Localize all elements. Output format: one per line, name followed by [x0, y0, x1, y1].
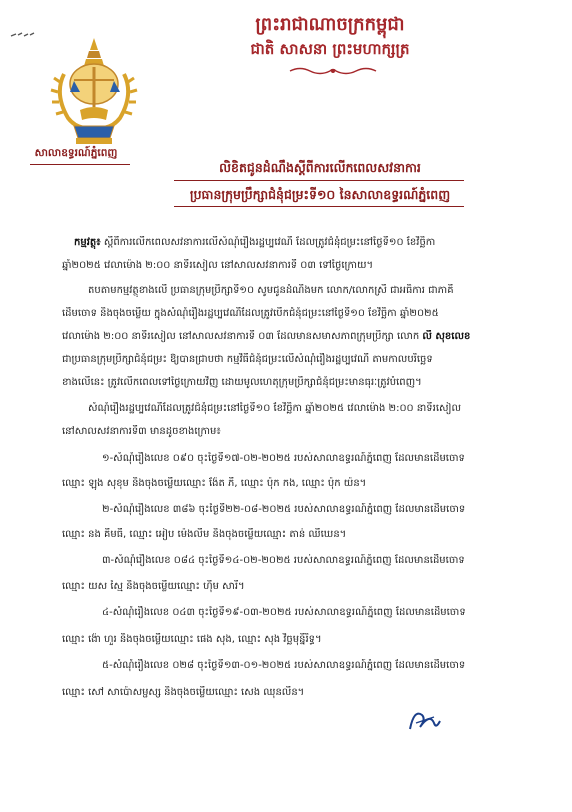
signature-icon [404, 705, 444, 735]
case-5-line-1: ៥-សំណុំរឿងលេខ ០២៨ ចុះថ្ងៃទី១៣-០១-២០២៥ របស់សាលាឧទ្ធរណ៍ភ្នំពេញ ដែលមានដើមចោទ [102, 660, 466, 671]
case-3-line-2: ឈ្មោះ យស ស្មៃ និងចុងចម្លើយឈ្មោះ ហ៊ឹម សារី។ [62, 581, 245, 592]
court-name: សាលាឧទ្ធរណ៍ភ្នំពេញ [34, 147, 118, 159]
case-4-line-2: ឈ្មោះ ង៉ោ ហួរ និងចុងចម្លើយឈ្មោះ ផេង សុង, ឈ្មោះ សុង វិច្ឆមុន្នីរិទ្ធ។ [62, 634, 322, 645]
paragraph-2-line-2: នៅសាលសវនាការទី៣ មានដូចខាងក្រោម៖ [62, 426, 221, 437]
document-subtitle: ប្រធានក្រុមប្រឹក្សាជំនុំជម្រះទី១០ នៃសាលាឧទ្ធរណ៍ភ្នំពេញ [189, 187, 451, 202]
paragraph-1-line-3-text: វេលាម៉ោង ២:០០ នាទីរសៀល នៅសាលសវនាការទី ០៣ ដែលមានសមាសភាពក្រុមប្រឹក្សា លោក [62, 331, 420, 342]
paragraph-1-line-1: តបតាមកម្មវត្ថុខាងលើ ប្រធានក្រុមប្រឹក្សាទី១០ សូមជូនដំណឹងមក លោក/លោកស្រី ជាអធិការ ជាភាគី [88, 285, 454, 296]
national-motto: ជាតិ សាសនា ព្រះមហាក្សត្រ [250, 40, 410, 58]
subtitle-underline [174, 206, 464, 207]
paragraph-1-line-2: ដើមចោទ និងចុងចម្លើយ ក្នុងសំណុំរឿងរដ្ឋប្បវេណីដែលត្រូវបើកជំនុំជម្រះនៅថ្ងៃទី១០ ខែវិច្ឆិកា ឆ្នាំ២០២៥ [62, 308, 439, 319]
subject-line-2: ឆ្នាំ២០២៥ វេលាម៉ោង ២:០០ នាទីរសៀល នៅសាលសវនាការទី ០៣ ទៅថ្ងៃក្រោយ។ [62, 260, 374, 271]
corner-scribble-icon [10, 30, 36, 40]
kingdom-heading: ព្រះរាជាណាចក្រកម្ពុជា [255, 14, 405, 35]
court-name-underline [30, 164, 130, 165]
case-1-line-1: ១-សំណុំរឿងលេខ ០៩០ ចុះថ្ងៃទី១៧-០២-២០២៥ របស់សាលាឧទ្ធរណ៍ភ្នំពេញ ដែលមានដើមចោទ [102, 453, 465, 464]
subject-label: កម្មវត្ថុ៖ [74, 237, 101, 248]
case-2-line-1: ២-សំណុំរឿងលេខ ៣៨៦ ចុះថ្ងៃទី២២-០៨-២០២៥ របស់សាលាឧទ្ធរណ៍ភ្នំពេញ ដែលមានដើមចោទ [102, 504, 466, 515]
court-emblem-icon [44, 34, 144, 148]
subject-line [74, 236, 536, 249]
title-underline [174, 180, 464, 181]
case-5-line-2: ឈ្មោះ សៅ សាប៉ោសម្ផស្ស និងចុងចម្លើយឈ្មោះ សេង ឈុនលីន។ [62, 687, 305, 698]
tapos-ornament-icon [288, 66, 378, 76]
paragraph-1-line-4: ជាប្រធានក្រុមប្រឹក្សាជំនុំជម្រះ ឱ្យបានជ្រាបថា កម្មវិធីជំនុំជម្រះលើសំណុំរឿងរដ្ឋប្បវេណី តាមកាលបរិច្ឆេទ [62, 354, 433, 365]
paragraph-1-line-3 [62, 330, 536, 343]
case-4-line-1: ៤-សំណុំរឿងលេខ ០៤៣ ចុះថ្ងៃទី១៩-០៣-២០២៥ របស់សាលាឧទ្ធរណ៍ភ្នំពេញ ដែលមានដើមចោទ [102, 607, 466, 618]
paragraph-2-line-1: សំណុំរឿងរដ្ឋប្បវេណីដែលត្រូវជំនុំជម្រះនៅថ្ងៃទី១០ ខែវិច្ឆិកា ឆ្នាំ២០២៥ វេលាម៉ោង ២:០០ នាទីរសៀល [88, 403, 462, 414]
case-2-line-2: ឈ្មោះ នង គីមធី, ឈ្មោះ អៀប ម៉េងលីម និងចុងចម្លើយឈ្មោះ តាន់ ឈីឃេន។ [62, 529, 347, 540]
paragraph-1-line-5: ខាងលើនេះ ត្រូវលើកពេលទៅថ្ងៃក្រោយវិញ ដោយមូលហេតុក្រុមប្រឹក្សាជំនុំជម្រះមានធុរៈត្រូវបំពេញ។ [62, 377, 422, 388]
case-3-line-1: ៣-សំណុំរឿងលេខ ០៨៤ ចុះថ្ងៃទី១៤-០២-២០២៥ របស់សាលាឧទ្ធរណ៍ភ្នំពេញ ដែលមានដើមចោទ [102, 555, 465, 566]
case-1-line-2: ឈ្មោះ ឡុង សុខុម និងចុងចម្លើយឈ្មោះ ង៉ែត ភី, ឈ្មោះ ប៉ុក កង, ឈ្មោះ ប៉ុក យ៉ន។ [62, 478, 367, 489]
subject-text: ស្តីពីការលើកពេលសវនាការលើសំណុំរឿងរដ្ឋប្បវេណី ដែលត្រូវជំនុំជម្រះនៅថ្ងៃទី១០ ខែវិច្ឆិកា [103, 237, 436, 248]
presiding-judge-name: លី សុខលេខ [422, 331, 471, 342]
document-title: លិខិតជូនដំណឹងស្តីពីការលើកពេលសវនាការ [219, 160, 421, 175]
